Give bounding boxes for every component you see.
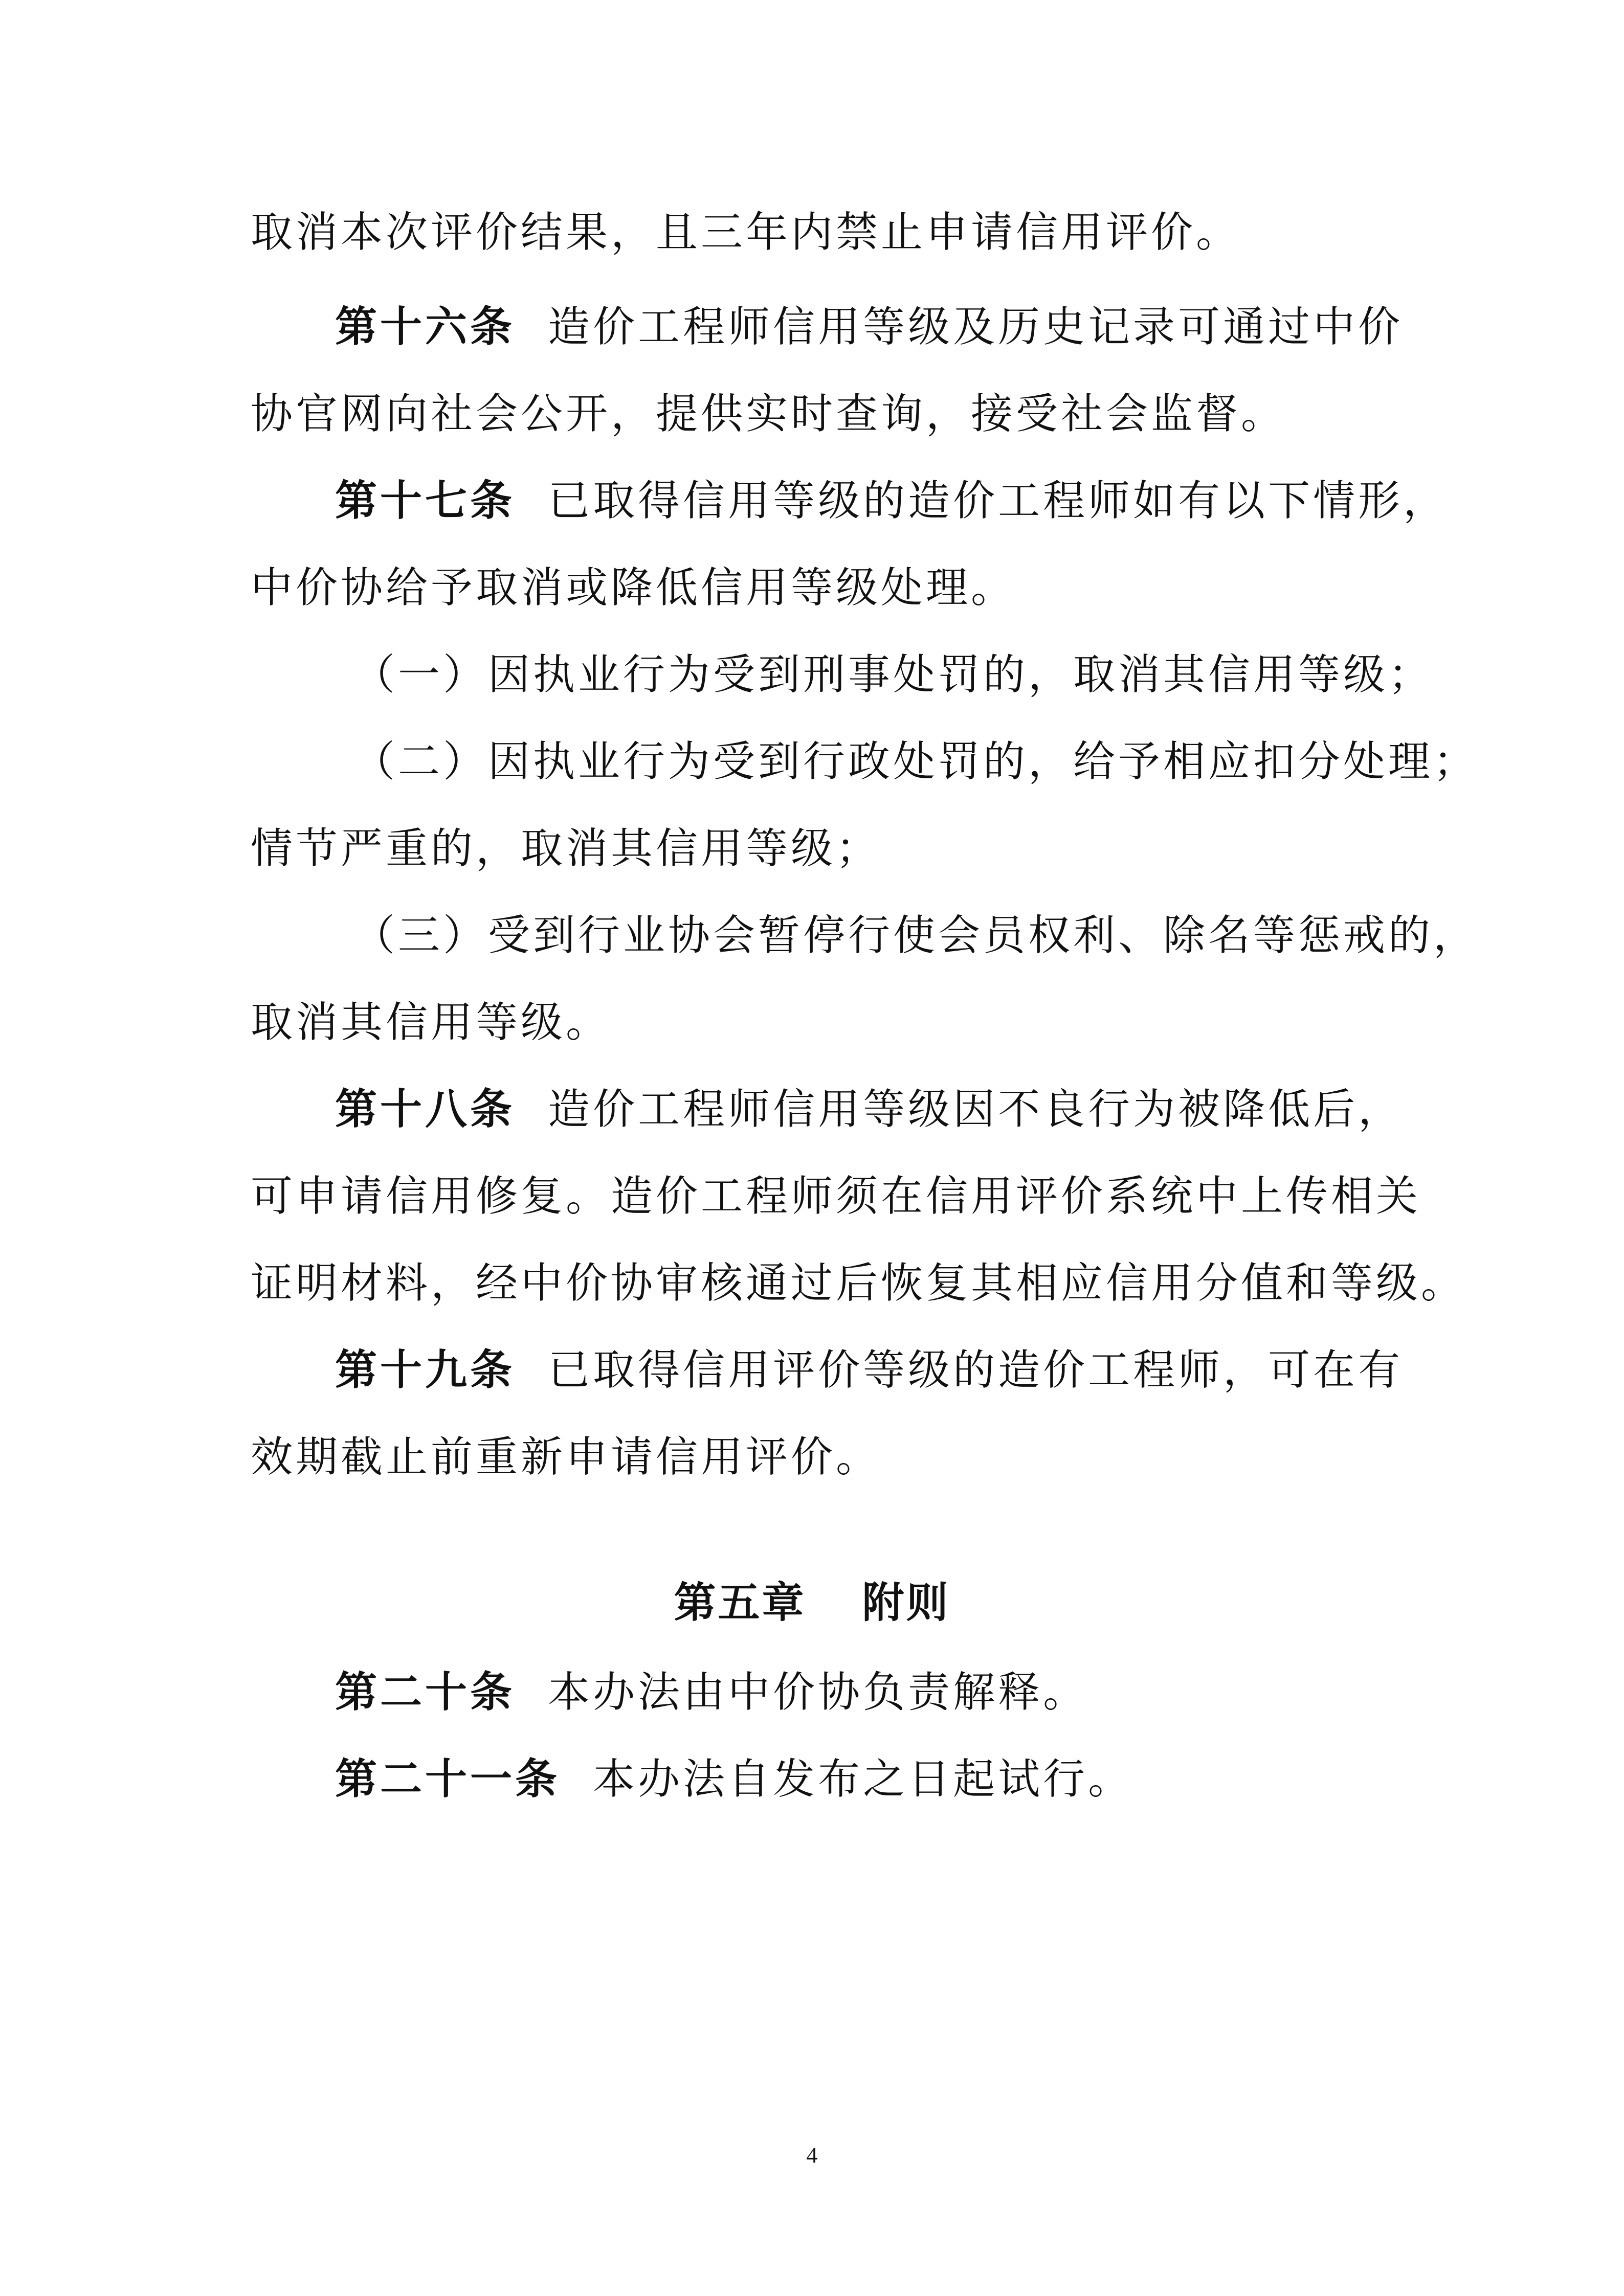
article-label: 第二十一条	[335, 1755, 561, 1804]
article-16: 第十六条 造价工程师信用等级及历史记录可通过中价	[335, 303, 1404, 351]
text-line: 协官网向社会公开，提供实时查询，接受社会监督。	[251, 390, 1286, 438]
article-label: 第十八条	[335, 1085, 516, 1134]
article-label: 第十六条	[335, 303, 516, 351]
text-line: 证明材料，经中价协审核通过后恢复其相应信用分值和等级。	[251, 1259, 1466, 1308]
article-label: 第十九条	[335, 1346, 516, 1394]
list-item: （二）因执业行为受到行政处罚的，给予相应扣分处理；	[353, 737, 1479, 786]
article-17: 第十七条 已取得信用等级的造价工程师如有以下情形，	[335, 477, 1449, 525]
list-item: （三）受到行业协会暂停行使会员权利、除名等惩戒的，	[353, 911, 1479, 960]
list-item: （一）因执业行为受到刑事处罚的，取消其信用等级；	[353, 650, 1434, 699]
article-21: 第二十一条 本办法自发布之日起试行。	[335, 1755, 1133, 1804]
text-line: 效期截止前重新申请信用评价。	[251, 1433, 881, 1481]
text-line: 取消其信用等级。	[251, 998, 611, 1047]
chapter-heading: 第五章 附则	[674, 1579, 950, 1627]
text-line: 中价协给予取消或降低信用等级处理。	[251, 564, 1016, 612]
article-label: 第二十条	[335, 1668, 516, 1717]
article-20: 第二十条 本办法由中价协负责解释。	[335, 1668, 1088, 1717]
article-18: 第十八条 造价工程师信用等级因不良行为被降低后，	[335, 1085, 1404, 1134]
article-label: 第十七条	[335, 477, 516, 525]
text-line: 情节严重的，取消其信用等级；	[251, 824, 881, 873]
text-line: 取消本次评价结果，且三年内禁止申请信用评价。	[251, 208, 1241, 257]
article-19: 第十九条 已取得信用评价等级的造价工程师，可在有	[335, 1346, 1404, 1394]
page-number: 4	[806, 2143, 818, 2168]
text-line: 可申请信用修复。造价工程师须在信用评价系统中上传相关	[251, 1172, 1421, 1221]
